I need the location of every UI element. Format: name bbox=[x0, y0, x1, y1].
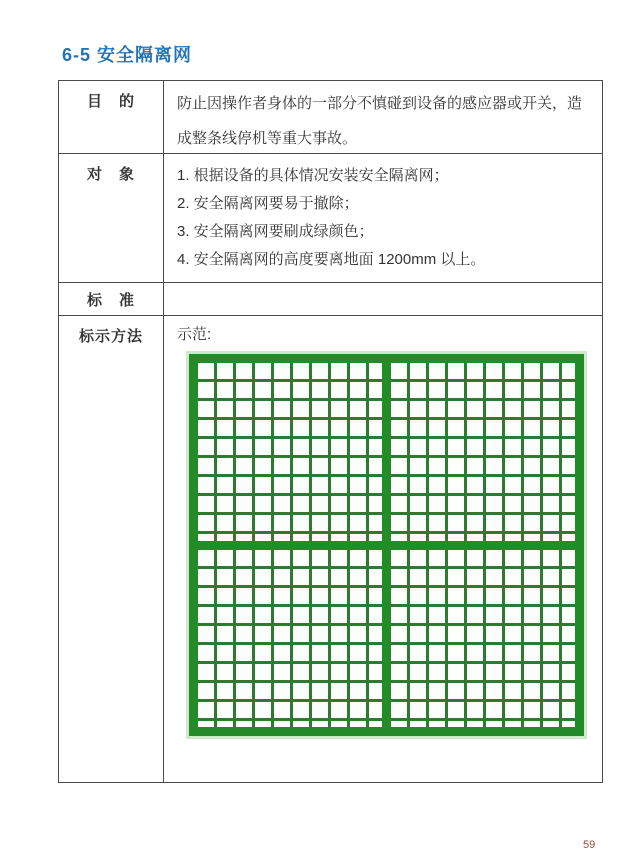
object-item-1: 1. 根据设备的具体情况安装安全隔离网； bbox=[177, 167, 449, 184]
object-item-2: 2. 安全隔离网要易于撤除； bbox=[177, 195, 359, 212]
standard-cell bbox=[164, 283, 602, 315]
page-number: 59 bbox=[583, 839, 596, 851]
row-header-marking-method: 标示方法 bbox=[59, 316, 164, 782]
mesh-panel-top-left bbox=[198, 363, 382, 541]
mesh-panel-bottom-right bbox=[391, 550, 575, 728]
purpose-text: 防止因操作者身体的一部分不慎碰到设备的感应器或开关，造成整条线停机等重大事故。 bbox=[177, 95, 583, 147]
marking-method-cell bbox=[164, 316, 602, 782]
spec-table bbox=[58, 80, 603, 783]
mesh-panel-bottom-left bbox=[198, 550, 382, 728]
object-item-4: 4. 安全隔离网的高度要离地面 1200mm 以上。 bbox=[177, 251, 486, 268]
demo-label: 示范: bbox=[177, 326, 212, 343]
table-row-purpose bbox=[59, 81, 602, 153]
table-row-object bbox=[59, 153, 602, 282]
table-row-marking-method bbox=[59, 315, 602, 782]
row-header-standard: 标 准 bbox=[59, 283, 164, 315]
safety-net-mesh-image bbox=[189, 354, 584, 736]
page-title: 6-5 安全隔离网 bbox=[62, 45, 193, 65]
object-cell bbox=[164, 154, 602, 282]
row-header-purpose: 目 的 bbox=[59, 81, 164, 153]
object-item-3: 3. 安全隔离网要刷成绿颜色； bbox=[177, 223, 374, 240]
row-header-object: 对 象 bbox=[59, 154, 164, 282]
purpose-cell bbox=[164, 81, 602, 153]
mesh-panel-top-right bbox=[391, 363, 575, 541]
table-row-standard bbox=[59, 282, 602, 315]
